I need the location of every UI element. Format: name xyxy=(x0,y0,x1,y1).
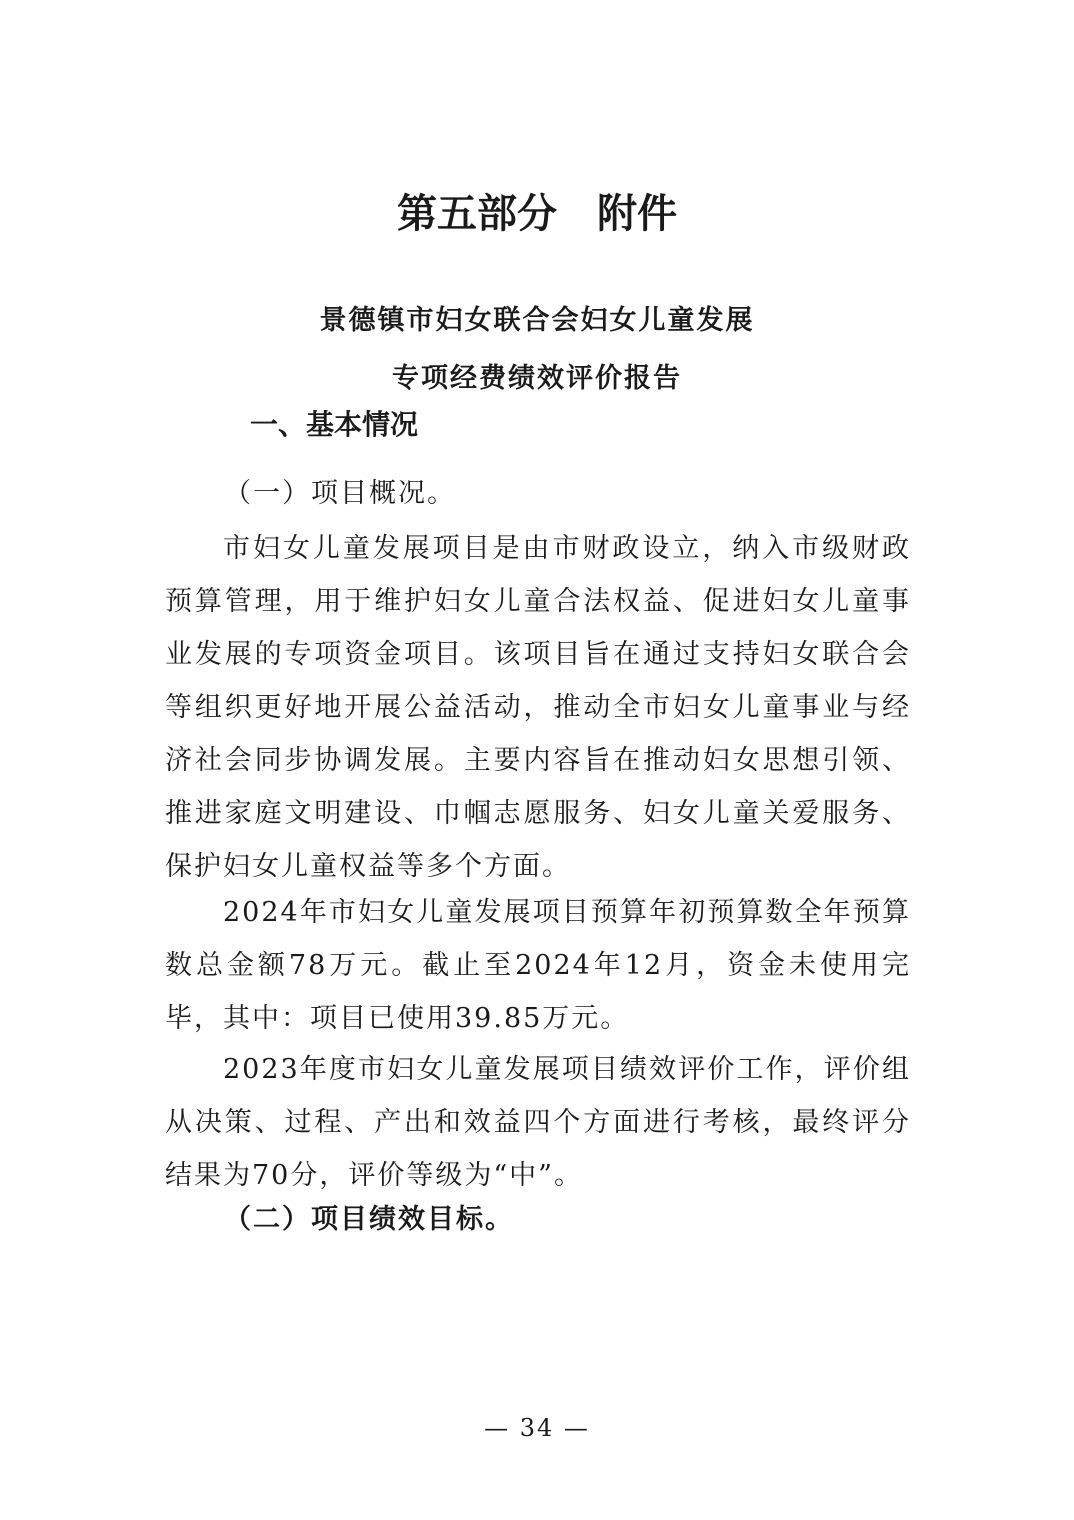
report-title-line-1: 景德镇市妇女联合会妇女儿童发展 xyxy=(319,305,755,336)
paragraph-evaluation-result: 2023年度市妇女儿童发展项目绩效评价工作，评价组从决策、过程、产出和效益四个方面进行考核，最终评分结果为70分，评价等级为“中”。 xyxy=(165,1054,911,1191)
page-number: — 34 — xyxy=(484,1414,590,1442)
subsection-heading-project-overview: （一）项目概况。 xyxy=(224,478,456,509)
paragraph-project-description: 市妇女儿童发展项目是由市财政设立，纳入市级财政预算管理，用于维护妇女儿童合法权益、促进妇女儿童事业发展的专项资金项目。该项目旨在通过支持妇女联合会等组织更好地开展公益活动，推动全市妇女儿童事业与经济社会同步协调发展。主要内容旨在推动妇女思想引领、推进家庭文明建设、巾帼志愿服务、妇女儿童关爱服务、保护妇女儿童权益等多个方面。 xyxy=(165,533,911,882)
paragraph-budget: 2024年市妇女儿童发展项目预算年初预算数全年预算数总金额78万元。截止至2024年12月，资金未使用完毕，其中：项目已使用39.85万元。 xyxy=(165,897,911,1034)
subsection-heading-performance-goals: （二）项目绩效目标。 xyxy=(224,1204,514,1235)
part-title: 第五部分 附件 xyxy=(397,191,677,237)
section-heading-basic-situation: 一、基本情况 xyxy=(250,408,419,441)
report-title-line-2: 专项经费绩效评价报告 xyxy=(392,363,682,394)
